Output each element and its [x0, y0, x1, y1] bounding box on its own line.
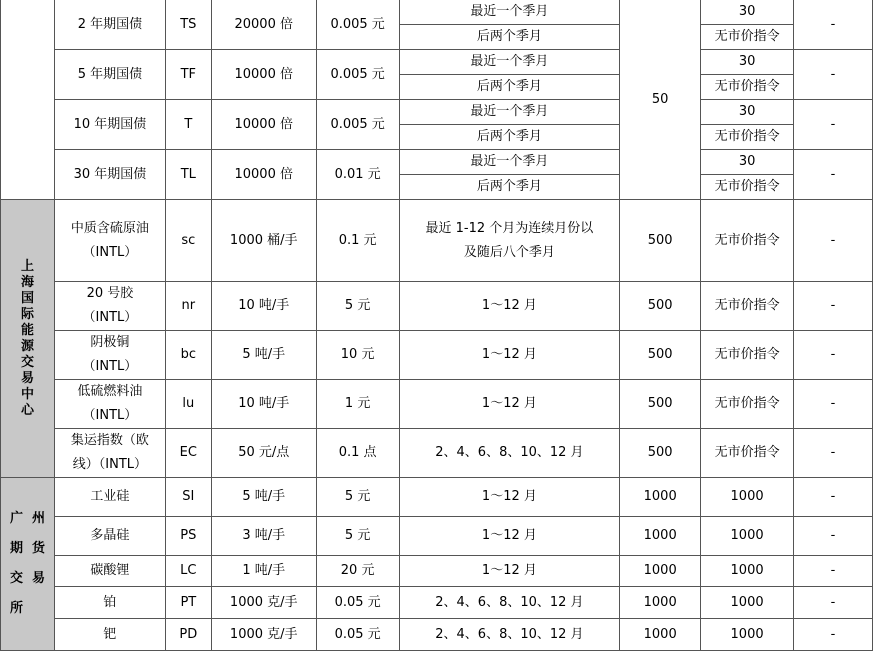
dash-cell: - [794, 478, 873, 517]
limit-cell: 1000 [620, 556, 701, 587]
product-code: EC [165, 429, 211, 478]
market-order-limit: 30 [701, 150, 794, 175]
tick-size: 5 元 [316, 282, 399, 331]
dash-cell: - [794, 429, 873, 478]
market-order-limit: 1000 [701, 478, 794, 517]
contract-month: 后两个季月 [399, 125, 620, 150]
product-name: 钯 [54, 619, 165, 651]
contract-unit: 10000 倍 [211, 150, 316, 200]
limit-cell: 500 [620, 331, 701, 380]
tick-size: 10 元 [316, 331, 399, 380]
product-name: 2 年期国债 [54, 0, 165, 50]
dash-cell: - [794, 100, 873, 150]
market-order-limit: 无市价指令 [701, 175, 794, 200]
product-name: 多晶硅 [54, 517, 165, 556]
market-order-limit: 无市价指令 [701, 380, 794, 429]
dash-cell: - [794, 282, 873, 331]
market-order-limit: 1000 [701, 517, 794, 556]
exchange-name-vertical: 广 州 期 货 交 易 所 [9, 511, 45, 616]
dash-cell: - [794, 556, 873, 587]
market-order-limit: 30 [701, 100, 794, 125]
market-order-limit: 30 [701, 0, 794, 25]
exchange-cell-ine [1, 200, 55, 478]
dash-cell: - [794, 587, 873, 619]
product-name: 30 年期国债 [54, 150, 165, 200]
product-code: PD [165, 619, 211, 651]
market-order-limit: 无市价指令 [701, 125, 794, 150]
contract-unit: 3 吨/手 [211, 517, 316, 556]
contract-months: 1～12 月 [399, 282, 620, 331]
market-order-limit: 无市价指令 [701, 429, 794, 478]
limit-cell: 1000 [620, 517, 701, 556]
tick-size: 5 元 [316, 478, 399, 517]
limit-cell: 1000 [620, 619, 701, 651]
exchange-cell-cffex [1, 0, 55, 200]
contract-month: 后两个季月 [399, 175, 620, 200]
contract-months: 1～12 月 [399, 331, 620, 380]
product-name: 阴极铜 （INTL） [54, 331, 165, 380]
tick-size: 0.05 元 [316, 587, 399, 619]
product-name: 10 年期国债 [54, 100, 165, 150]
tick-size: 0.1 元 [316, 200, 399, 282]
contract-unit: 50 元/点 [211, 429, 316, 478]
contract-month: 后两个季月 [399, 75, 620, 100]
product-code: TS [165, 0, 211, 50]
product-code: PT [165, 587, 211, 619]
tick-size: 1 元 [316, 380, 399, 429]
dash-cell: - [794, 0, 873, 50]
dash-cell: - [794, 380, 873, 429]
market-order-limit: 1000 [701, 619, 794, 651]
tick-size: 0.1 点 [316, 429, 399, 478]
tick-size: 0.05 元 [316, 619, 399, 651]
contract-months: 1～12 月 [399, 556, 620, 587]
product-name: 低硫燃料油 （INTL） [54, 380, 165, 429]
market-order-limit: 无市价指令 [701, 282, 794, 331]
contract-unit: 10000 倍 [211, 50, 316, 100]
exchange-name-vertical: 上 海 国 际 能 源 交 易 中 心 [20, 258, 34, 418]
contract-unit: 5 吨/手 [211, 331, 316, 380]
contract-unit: 10000 倍 [211, 100, 316, 150]
tick-size: 0.01 元 [316, 150, 399, 200]
product-name: 20 号胶 （INTL） [54, 282, 165, 331]
product-code: PS [165, 517, 211, 556]
dash-cell: - [794, 331, 873, 380]
contract-months: 2、4、6、8、10、12 月 [399, 429, 620, 478]
dash-cell: - [794, 150, 873, 200]
product-name: 中质含硫原油 （INTL） [54, 200, 165, 282]
tick-size: 0.005 元 [316, 100, 399, 150]
contract-month: 后两个季月 [399, 25, 620, 50]
contract-month: 最近一个季月 [399, 0, 620, 25]
limit-cell: 500 [620, 282, 701, 331]
contract-months: 2、4、6、8、10、12 月 [399, 619, 620, 651]
contract-month: 最近一个季月 [399, 100, 620, 125]
contract-months: 1～12 月 [399, 478, 620, 517]
product-code: SI [165, 478, 211, 517]
tick-size: 0.005 元 [316, 0, 399, 50]
contract-unit: 1 吨/手 [211, 556, 316, 587]
tick-size: 5 元 [316, 517, 399, 556]
dash-cell: - [794, 200, 873, 282]
contract-months: 1～12 月 [399, 517, 620, 556]
market-order-limit: 1000 [701, 587, 794, 619]
market-order-limit: 1000 [701, 556, 794, 587]
contract-months: 2、4、6、8、10、12 月 [399, 587, 620, 619]
product-name: 5 年期国债 [54, 50, 165, 100]
contract-unit: 1000 桶/手 [211, 200, 316, 282]
contract-unit: 10 吨/手 [211, 282, 316, 331]
product-code: TL [165, 150, 211, 200]
exchange-cell-gfex [1, 478, 55, 651]
contract-unit: 1000 克/手 [211, 587, 316, 619]
market-order-limit: 30 [701, 50, 794, 75]
product-code: TF [165, 50, 211, 100]
market-order-limit: 无市价指令 [701, 25, 794, 50]
contract-month: 最近一个季月 [399, 150, 620, 175]
limit-cell: 1000 [620, 478, 701, 517]
contract-unit: 10 吨/手 [211, 380, 316, 429]
tick-size: 20 元 [316, 556, 399, 587]
product-name: 工业硅 [54, 478, 165, 517]
product-code: sc [165, 200, 211, 282]
product-code: nr [165, 282, 211, 331]
market-order-limit: 无市价指令 [701, 200, 794, 282]
limit-cell: 500 [620, 429, 701, 478]
contract-unit: 20000 倍 [211, 0, 316, 50]
product-code: lu [165, 380, 211, 429]
contract-months: 1～12 月 [399, 380, 620, 429]
contract-unit: 5 吨/手 [211, 478, 316, 517]
tick-size: 0.005 元 [316, 50, 399, 100]
dash-cell: - [794, 517, 873, 556]
limit-cell: 50 [620, 0, 701, 200]
product-name: 铂 [54, 587, 165, 619]
dash-cell: - [794, 50, 873, 100]
contract-month: 最近一个季月 [399, 50, 620, 75]
contract-unit: 1000 克/手 [211, 619, 316, 651]
market-order-limit: 无市价指令 [701, 331, 794, 380]
contract-months: 最近 1-12 个月为连续月份以 及随后八个季月 [399, 200, 620, 282]
product-name: 集运指数（欧 线）（INTL） [54, 429, 165, 478]
product-code: T [165, 100, 211, 150]
limit-cell: 1000 [620, 587, 701, 619]
dash-cell: - [794, 619, 873, 651]
limit-cell: 500 [620, 380, 701, 429]
product-code: bc [165, 331, 211, 380]
product-code: LC [165, 556, 211, 587]
product-name: 碳酸锂 [54, 556, 165, 587]
market-order-limit: 无市价指令 [701, 75, 794, 100]
limit-cell: 500 [620, 200, 701, 282]
